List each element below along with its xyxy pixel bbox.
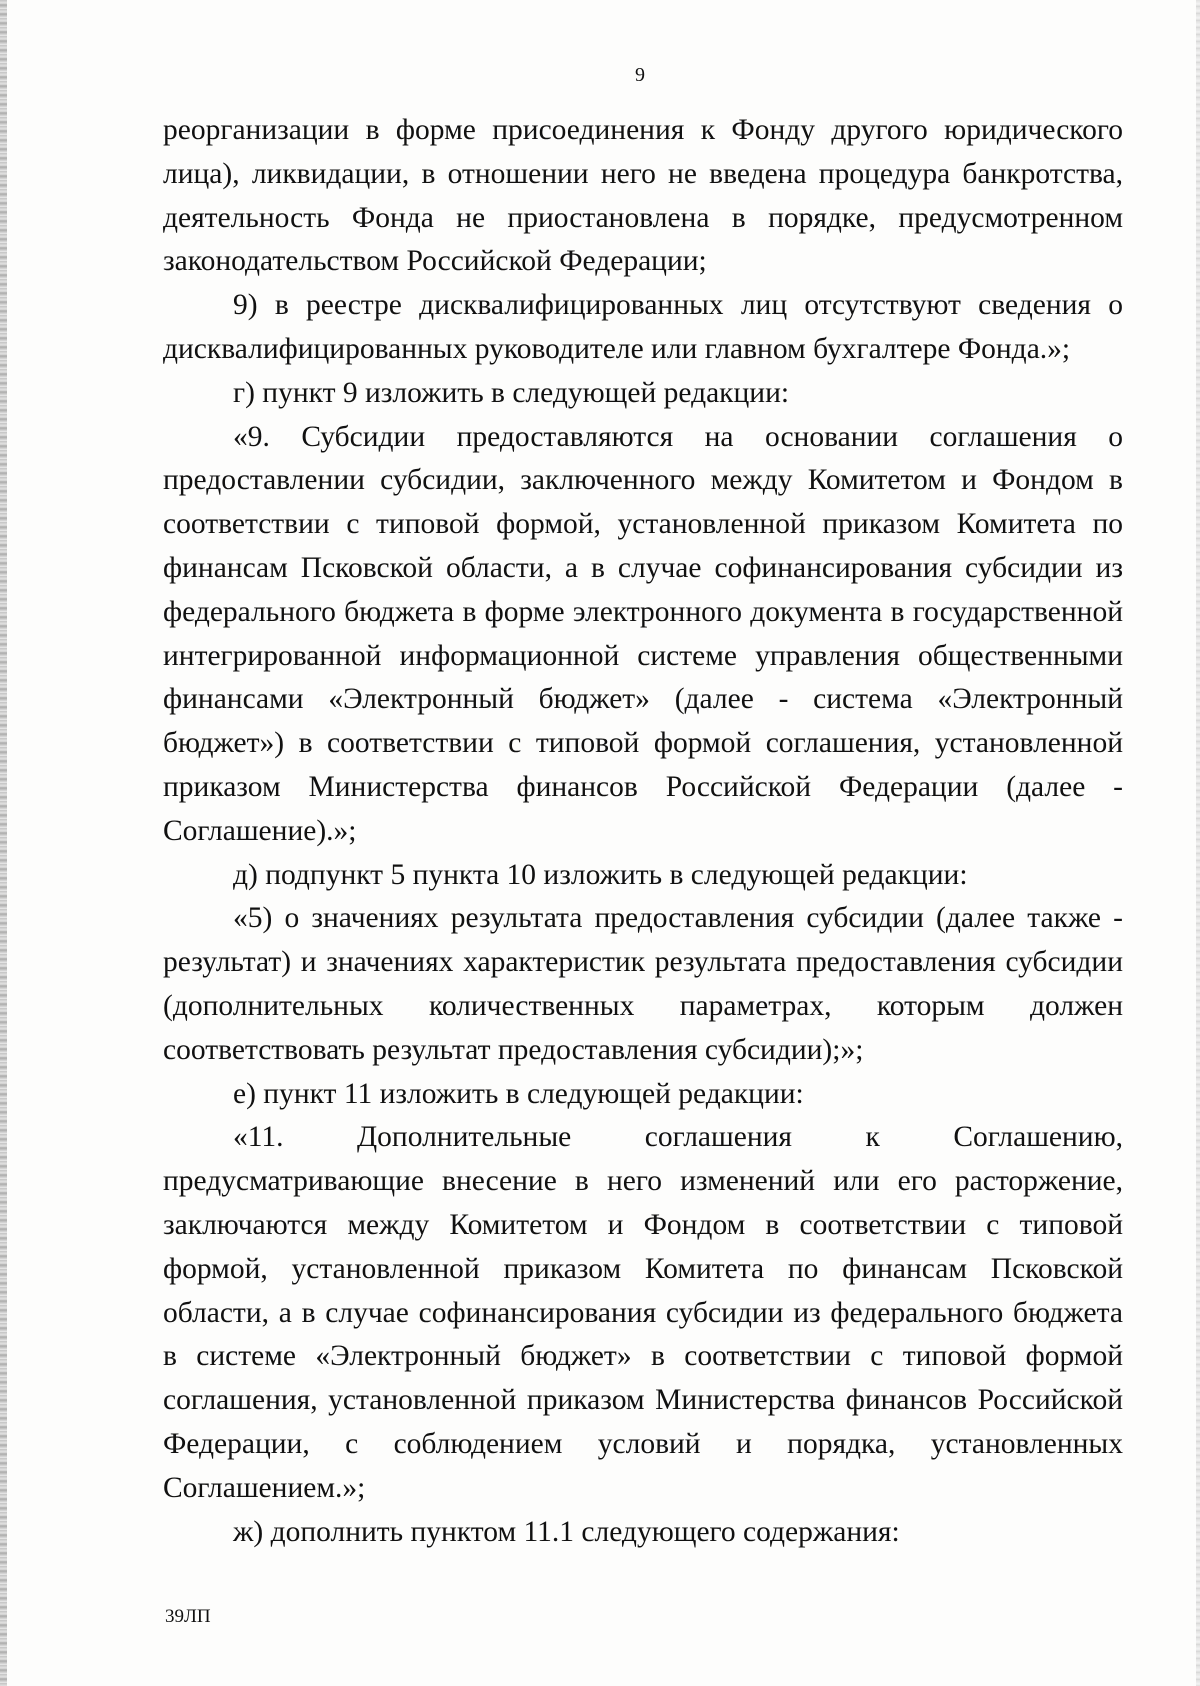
- scan-edge-right: [1196, 0, 1200, 1686]
- scan-edge-left: [0, 0, 7, 1686]
- paragraph-clause-9: «9. Субсидии предоставляются на основании соглашения о предоставлении субсидии, заключенного между Комитетом и Фондом в соответствии с типовой формой, установленной приказом Комитета по финансам Псковской области, а в случае софинансирования субсидии из федерального бюджета в форме электронного документа в государственной интегрированной информационной системе управления общественными финансами «Электронный бюджет» (далее - система «Электронный бюджет») в соответствии с типовой формой соглашения, установленной приказом Министерства финансов Российской Федерации (далее - Соглашение).»;: [163, 420, 1123, 847]
- paragraph-amendment-g: г) пункт 9 изложить в следующей редакции:: [233, 376, 790, 409]
- paragraph-amendment-e: е) пункт 11 изложить в следующей редакции:: [233, 1077, 804, 1110]
- page-number: 9: [635, 64, 645, 86]
- document-body: [163, 109, 1123, 1554]
- paragraph-clause-11: «11. Дополнительные соглашения к Соглашению, предусматривающие внесение в него изменений или его расторжение, заключаются между Комитетом и Фондом в соответствии с типовой формой, установленной приказом Комитета по финансам Псковской области, а в случае софинансирования субсидии из федерального бюджета в системе «Электронный бюджет» в соответствии с типовой формой соглашения, установленной приказом Министерства финансов Российской Федерации, с соблюдением условий и порядка, установленных Соглашением.»;: [163, 1121, 1123, 1504]
- paragraph-continuation: реорганизации в форме присоединения к Фонду другого юридического лица), ликвидации, в отношении него не введена процедура банкротства, деятельность Фонда не приостановлена в порядке, предусмотренном законодательством Российской Федерации;: [163, 114, 1123, 278]
- paragraph-subclause-5: «5) о значениях результата предоставления субсидии (далее также - результат) и значениях характеристик результата предоставления субсидии (дополнительных количественных параметрах, которым должен соответствовать результат предоставления субсидии);»;: [163, 902, 1123, 1066]
- paragraph-amendment-d: д) подпункт 5 пункта 10 изложить в следующей редакции:: [233, 858, 968, 891]
- paragraph-amendment-zh: ж) дополнить пунктом 11.1 следующего содержания:: [233, 1515, 900, 1548]
- paragraph-item-9: 9) в реестре дисквалифицированных лиц отсутствуют сведения о дисквалифицированных руководителе или главном бухгалтере Фонда.»;: [163, 289, 1123, 365]
- footer-document-code: 39ЛП: [165, 1606, 211, 1627]
